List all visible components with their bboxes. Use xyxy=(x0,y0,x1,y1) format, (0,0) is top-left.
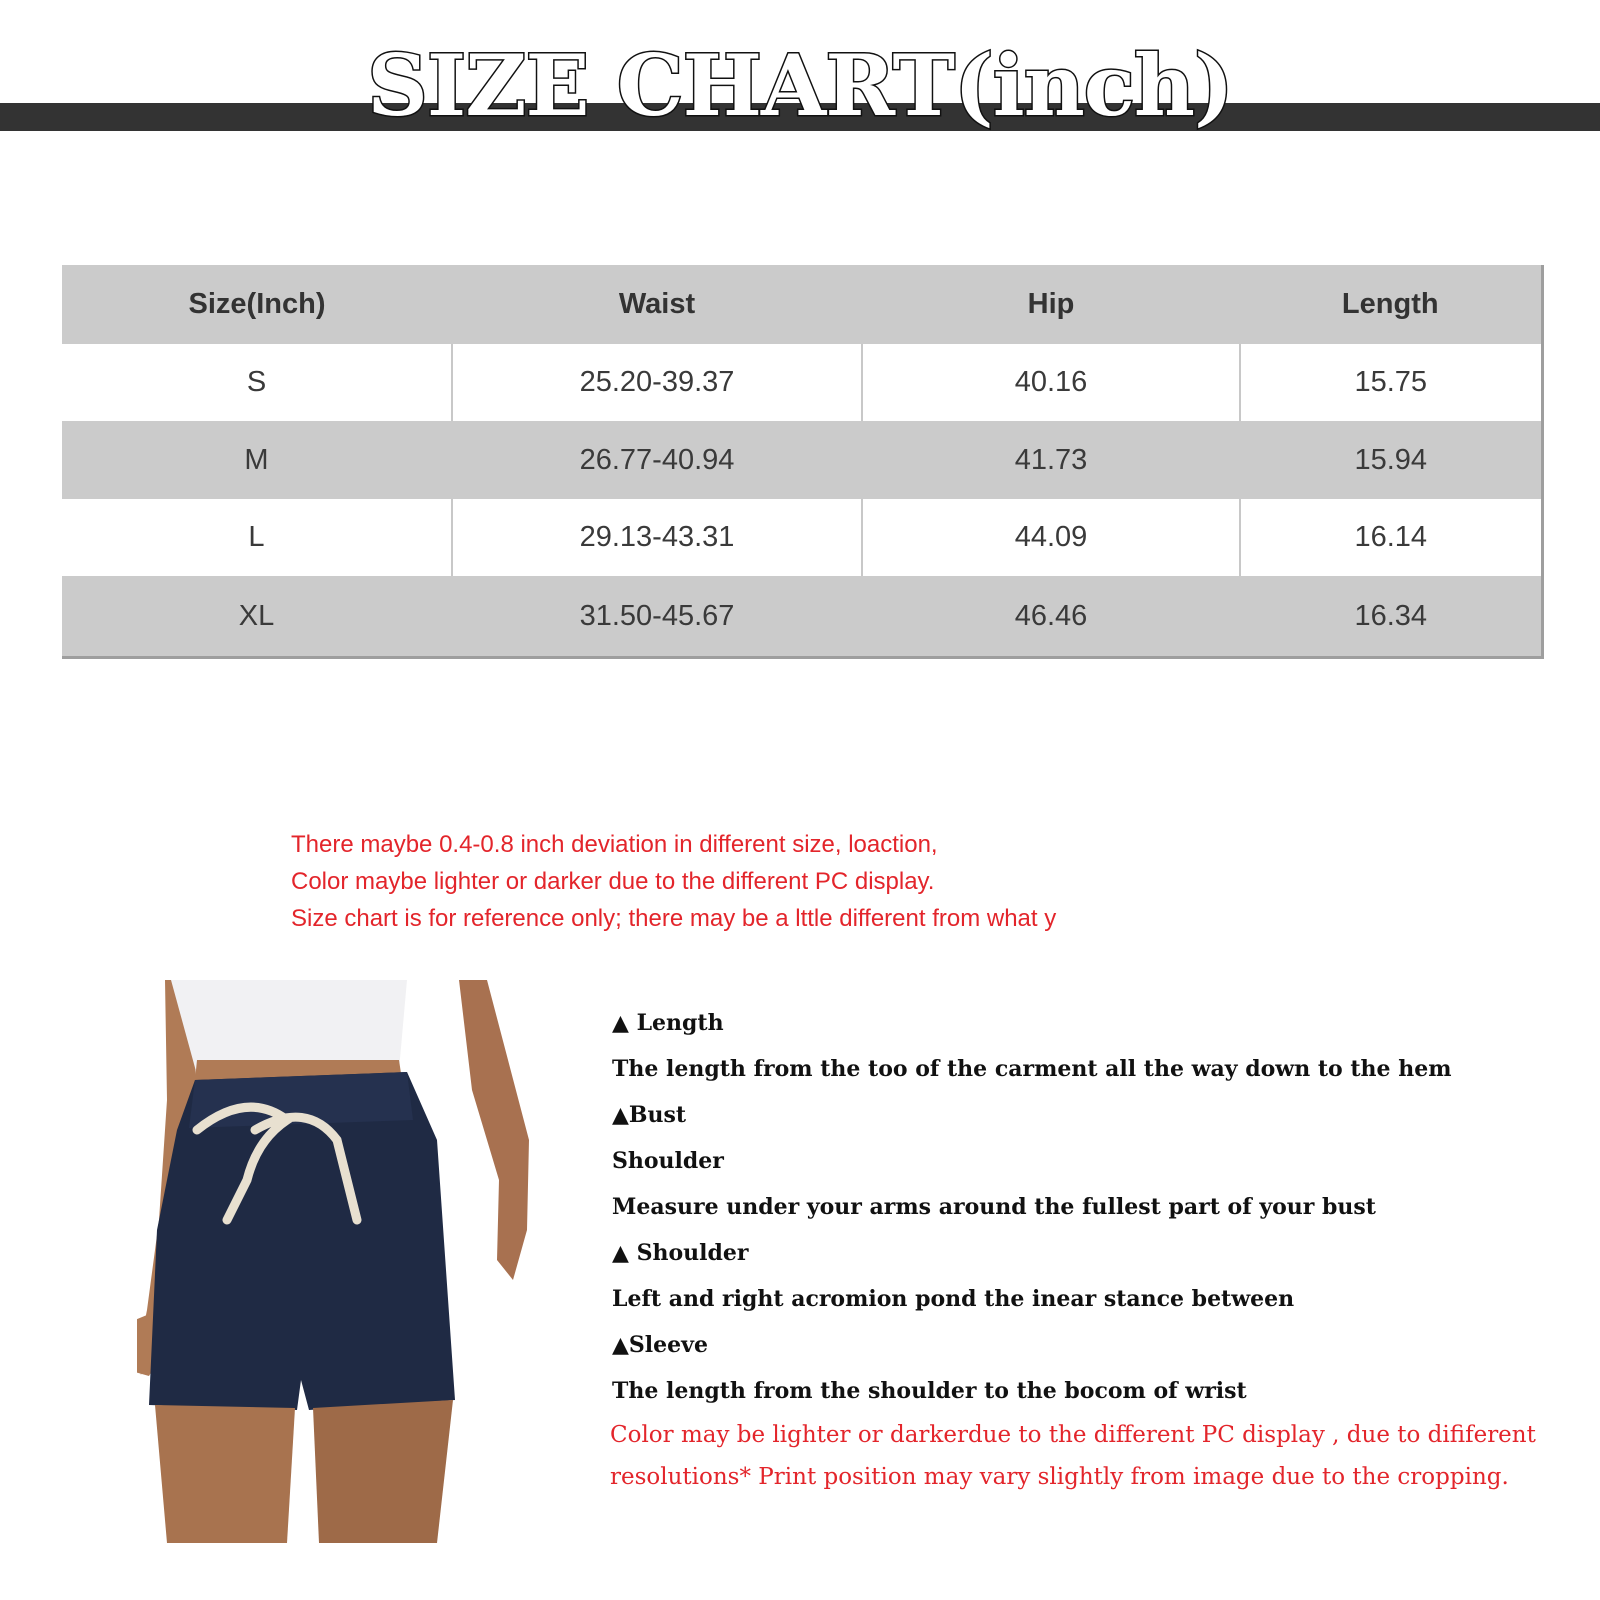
disclaimer-line: Color may be lighter or darkerdue to the different PC display , due to dififerent xyxy=(610,1422,1536,1448)
header-waist: Waist xyxy=(452,265,862,344)
note-line: Color maybe lighter or darker due to the different PC display. xyxy=(291,868,935,895)
cell-size: L xyxy=(62,499,452,576)
guide-line: ▲ Length xyxy=(612,1010,724,1036)
cell-length: 15.75 xyxy=(1240,344,1542,421)
guide-line: The length from the too of the carment all the way down to the hem xyxy=(612,1056,1452,1082)
cell-length: 16.34 xyxy=(1240,576,1542,657)
cell-size: S xyxy=(62,344,452,421)
note-line: There maybe 0.4-0.8 inch deviation in different size, loaction, xyxy=(291,831,938,858)
measure-guide xyxy=(612,1000,1572,1414)
cell-hip: 46.46 xyxy=(862,576,1240,657)
table-header-row xyxy=(62,265,1542,344)
left-leg xyxy=(155,1405,295,1543)
cell-waist: 25.20-39.37 xyxy=(452,344,862,421)
cell-hip: 41.73 xyxy=(862,421,1240,498)
header-size: Size(Inch) xyxy=(62,265,452,344)
table-row xyxy=(62,421,1542,498)
cell-waist: 29.13-43.31 xyxy=(452,499,862,576)
cell-hip: 40.16 xyxy=(862,344,1240,421)
guide-line: ▲Bust xyxy=(612,1102,687,1128)
product-photo xyxy=(137,980,547,1543)
size-table xyxy=(62,265,1544,659)
table-row xyxy=(62,499,1542,576)
color-disclaimer xyxy=(610,1414,1570,1498)
table-row xyxy=(62,576,1542,657)
cell-waist: 26.77-40.94 xyxy=(452,421,862,498)
header-hip: Hip xyxy=(862,265,1240,344)
cell-length: 15.94 xyxy=(1240,421,1542,498)
cell-hip: 44.09 xyxy=(862,499,1240,576)
guide-line: ▲Sleeve xyxy=(612,1332,708,1358)
guide-line: Left and right acromion pond the inear stance between xyxy=(612,1286,1295,1312)
guide-line: Shoulder xyxy=(612,1148,724,1174)
cell-size: XL xyxy=(62,576,452,657)
header-length: Length xyxy=(1240,265,1542,344)
guide-line: The length from the shoulder to the bocom of wrist xyxy=(612,1378,1247,1404)
right-leg xyxy=(313,1400,453,1543)
right-arm xyxy=(459,980,529,1280)
guide-line: ▲ Shoulder xyxy=(612,1240,749,1266)
guide-line: Measure under your arms around the fullest part of your bust xyxy=(612,1194,1376,1220)
table-row xyxy=(62,344,1542,421)
cell-length: 16.14 xyxy=(1240,499,1542,576)
cell-size: M xyxy=(62,421,452,498)
cell-waist: 31.50-45.67 xyxy=(452,576,862,657)
disclaimer-line: resolutions* Print position may vary slightly from image due to the cropping. xyxy=(610,1464,1509,1490)
page-title: SIZE CHART(inch) xyxy=(367,36,1233,135)
note-line: Size chart is for reference only; there may be a lttle different from what y xyxy=(291,905,1057,932)
deviation-notes xyxy=(291,826,1151,937)
